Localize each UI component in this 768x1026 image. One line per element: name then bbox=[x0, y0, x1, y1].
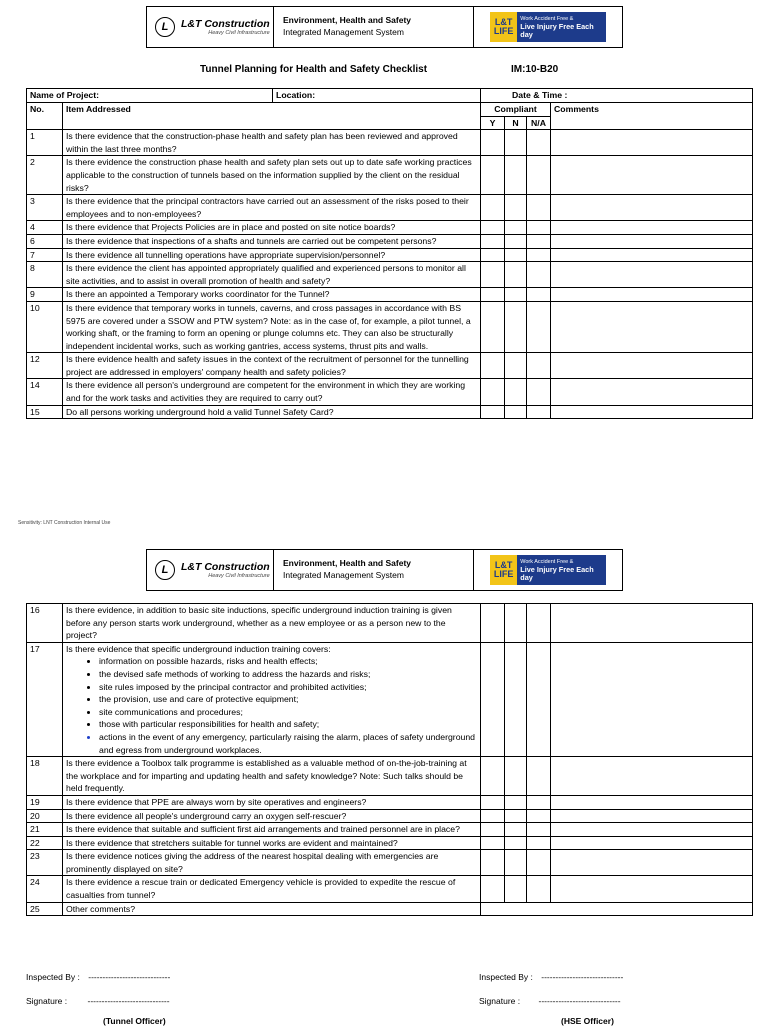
inspected-by-right bbox=[479, 972, 623, 982]
item-text: Is there evidence that stretchers suitable for tunnel works are evident and maintained? bbox=[63, 836, 481, 850]
system-line-1-2: Environment, Health and Safety bbox=[283, 558, 411, 568]
compliant-y-cell[interactable] bbox=[481, 823, 505, 837]
item-number: 22 bbox=[27, 836, 63, 850]
compliant-y-cell[interactable] bbox=[481, 757, 505, 796]
item-text: Do all persons working underground hold a valid Tunnel Safety Card? bbox=[63, 405, 481, 419]
table-row bbox=[27, 604, 753, 643]
item-text: Is there evidence that Projects Policies are in place and posted on site notice boards? bbox=[63, 221, 481, 235]
compliant-y-cell[interactable] bbox=[481, 836, 505, 850]
compliant-y-cell[interactable] bbox=[481, 604, 505, 643]
item-text: Is there evidence health and safety issues in the context of the recruitment of personnel for the tunnelling project are addressed in employers' company health and safety policies? bbox=[63, 353, 481, 379]
item-number: 10 bbox=[27, 301, 63, 352]
comments-cell[interactable] bbox=[551, 234, 753, 248]
compliant-y-cell[interactable] bbox=[481, 221, 505, 235]
comments-cell[interactable] bbox=[551, 642, 753, 756]
signature-left bbox=[26, 996, 170, 1006]
inspected-by-line[interactable]: ----------------------------- bbox=[88, 972, 171, 982]
location-field[interactable]: Location: bbox=[273, 89, 481, 103]
life-banner bbox=[474, 7, 622, 47]
compliant-na-cell[interactable] bbox=[527, 823, 551, 837]
item-text: Is there evidence the client has appointed appropriately qualified and experienced persons to monitor all site activities, and to assist in overall promotion of health and safety? bbox=[63, 262, 481, 288]
compliant-y-cell[interactable] bbox=[481, 809, 505, 823]
table-row bbox=[27, 795, 753, 809]
signature-right bbox=[479, 996, 621, 1006]
other-comments-cell[interactable] bbox=[481, 902, 753, 916]
compliant-na-cell[interactable] bbox=[527, 156, 551, 195]
compliant-na-cell[interactable] bbox=[527, 221, 551, 235]
table-row bbox=[27, 195, 753, 221]
item-text: Is there evidence all tunnelling operations have appropriate supervision/personnel? bbox=[63, 248, 481, 262]
compliant-n-cell[interactable] bbox=[505, 353, 527, 379]
compliant-na-cell[interactable] bbox=[527, 353, 551, 379]
compliant-y-cell[interactable] bbox=[481, 353, 505, 379]
date-time-field[interactable]: Date & Time : bbox=[481, 89, 753, 103]
item-text-intro: Is there evidence that specific underground induction training covers: bbox=[66, 643, 331, 654]
comments-cell[interactable] bbox=[551, 301, 753, 352]
item-text: Is there evidence that the construction-phase health and safety plan has been reviewed and approved within the last three months? bbox=[63, 130, 481, 156]
item-text: Is there evidence that temporary works in tunnels, caverns, and cross passages in accordance with BS 5975 are covered under a SSOW and PTW system? Note: as in the case of, for example, a pilot tunnel, a working shaft, or the framing to form an opening or plunge columns etc. They can also be structurally independent incidental works, such as working gantries, access systems, thrust pits and walls. bbox=[63, 301, 481, 352]
compliant-n-cell[interactable] bbox=[505, 248, 527, 262]
list-item: • site rules imposed by the principal contractor and prohibited activities; bbox=[99, 681, 477, 694]
compliant-n-cell[interactable] bbox=[505, 288, 527, 302]
item-number: 21 bbox=[27, 823, 63, 837]
col-na-header: N/A bbox=[527, 116, 551, 130]
item-number: 3 bbox=[27, 195, 63, 221]
col-item-header: Item Addressed bbox=[63, 103, 481, 130]
item-text: Is there evidence a Toolbox talk programme is established as a valuable method of on-the-job-training at the workplace and for imparting and updating health and safety knowledge? Note: Such talks should be held frequently. bbox=[63, 757, 481, 796]
company-name: L&T Construction bbox=[181, 18, 270, 30]
table-row bbox=[27, 130, 753, 156]
table-row bbox=[27, 823, 753, 837]
item-number: 23 bbox=[27, 850, 63, 876]
item-text: Is there evidence the construction phase health and safety plan sets out up to date safe working practices applicable to the construction of tunnels based on the information supplied by the client on the residual risks? bbox=[63, 156, 481, 195]
compliant-na-cell[interactable] bbox=[527, 795, 551, 809]
table-row bbox=[27, 221, 753, 235]
item-text: Is there evidence, in addition to basic site inductions, specific underground induction training is given before any person starts work underground, whether as a new employee or as a person new to the project? bbox=[63, 604, 481, 643]
item-text: Is there evidence all people's underground carry an oxygen self-rescuer? bbox=[63, 809, 481, 823]
name-of-project-field[interactable]: Name of Project: bbox=[27, 89, 273, 103]
compliant-y-cell[interactable] bbox=[481, 262, 505, 288]
compliant-na-cell[interactable] bbox=[527, 262, 551, 288]
compliant-n-cell[interactable] bbox=[505, 604, 527, 643]
comments-cell[interactable] bbox=[551, 823, 753, 837]
compliant-na-cell[interactable] bbox=[527, 130, 551, 156]
compliant-na-cell[interactable] bbox=[527, 876, 551, 902]
col-comments-header: Comments bbox=[551, 103, 753, 130]
item-text: Is there an appointed a Temporary works coordinator for the Tunnel? bbox=[63, 288, 481, 302]
compliant-na-cell[interactable] bbox=[527, 405, 551, 419]
compliant-na-cell[interactable] bbox=[527, 195, 551, 221]
table-row bbox=[27, 876, 753, 902]
list-item: • site communications and procedures; bbox=[99, 706, 477, 719]
compliant-n-cell[interactable] bbox=[505, 850, 527, 876]
document-header-2 bbox=[146, 549, 623, 591]
life-banner-2 bbox=[474, 550, 622, 590]
checklist-body-1 bbox=[27, 130, 753, 419]
compliant-y-cell[interactable] bbox=[481, 876, 505, 902]
col-no-header: No. bbox=[27, 103, 63, 130]
compliant-y-cell[interactable] bbox=[481, 195, 505, 221]
comments-cell[interactable] bbox=[551, 604, 753, 643]
sensitivity-label: Sensitivity: LNT Construction Internal Use bbox=[18, 520, 111, 526]
hse-officer-role: (HSE Officer) bbox=[561, 1016, 614, 1026]
compliant-y-cell[interactable] bbox=[481, 642, 505, 756]
comments-cell[interactable] bbox=[551, 353, 753, 379]
compliant-na-cell[interactable] bbox=[527, 301, 551, 352]
table-row bbox=[27, 405, 753, 419]
item-number: 7 bbox=[27, 248, 63, 262]
comments-cell[interactable] bbox=[551, 836, 753, 850]
item-number: 1 bbox=[27, 130, 63, 156]
compliant-n-cell[interactable] bbox=[505, 262, 527, 288]
table-row bbox=[27, 248, 753, 262]
compliant-na-cell[interactable] bbox=[527, 248, 551, 262]
compliant-n-cell[interactable] bbox=[505, 221, 527, 235]
page-title: Tunnel Planning for Health and Safety Checklist bbox=[200, 64, 428, 75]
life-logo-icon: L&T LIFE Work Accident Free & Live Injury Free Each day bbox=[490, 555, 606, 585]
compliant-n-cell[interactable] bbox=[505, 405, 527, 419]
compliant-na-cell[interactable] bbox=[527, 809, 551, 823]
system-name-2 bbox=[274, 550, 474, 590]
checklist-table-2 bbox=[26, 603, 753, 916]
item-text: Other comments? bbox=[63, 902, 481, 916]
item-number: 2 bbox=[27, 156, 63, 195]
item-text: Is there evidence all person's underground are competent for the environment in which they are working and for the work tasks and activities they are required to carry out? bbox=[63, 379, 481, 405]
table-row bbox=[27, 234, 753, 248]
compliant-na-cell[interactable] bbox=[527, 288, 551, 302]
table-row bbox=[27, 156, 753, 195]
inspected-by-label: Inspected By : bbox=[26, 972, 80, 982]
comments-cell[interactable] bbox=[551, 156, 753, 195]
comments-cell[interactable] bbox=[551, 757, 753, 796]
item-number: 17 bbox=[27, 642, 63, 756]
signature-line[interactable]: ----------------------------- bbox=[87, 996, 170, 1006]
inspected-by-line[interactable]: ----------------------------- bbox=[541, 972, 624, 982]
col-n-header: N bbox=[505, 116, 527, 130]
comments-cell[interactable] bbox=[551, 130, 753, 156]
system-name bbox=[274, 7, 474, 47]
system-line-2: Integrated Management System bbox=[283, 27, 404, 37]
company-name-2: L&T Construction bbox=[181, 561, 270, 573]
table-row bbox=[27, 301, 753, 352]
item-number: 25 bbox=[27, 902, 63, 916]
item-number: 24 bbox=[27, 876, 63, 902]
table-row bbox=[27, 288, 753, 302]
comments-cell[interactable] bbox=[551, 195, 753, 221]
compliant-n-cell[interactable] bbox=[505, 379, 527, 405]
life-logo-icon: L&T LIFE Work Accident Free & Live Injury Free Each day bbox=[490, 12, 606, 42]
compliant-n-cell[interactable] bbox=[505, 234, 527, 248]
signature-label: Signature : bbox=[26, 996, 68, 1006]
table-row bbox=[27, 262, 753, 288]
system-line-1: Environment, Health and Safety bbox=[283, 15, 411, 25]
table-row bbox=[27, 836, 753, 850]
system-line-2-2: Integrated Management System bbox=[283, 570, 404, 580]
compliant-y-cell[interactable] bbox=[481, 288, 505, 302]
item-text: Is there evidence that the principal contractors have carried out an assessment of the risks posed to their employees and to non-employees? bbox=[63, 195, 481, 221]
col-compliant-header: Compliant bbox=[481, 103, 551, 117]
item-number: 15 bbox=[27, 405, 63, 419]
compliant-n-cell[interactable] bbox=[505, 130, 527, 156]
compliant-n-cell[interactable] bbox=[505, 195, 527, 221]
comments-cell[interactable] bbox=[551, 248, 753, 262]
item-text: Is there evidence a rescue train or dedicated Emergency vehicle is provided to expedite the rescue of casualties from tunnel? bbox=[63, 876, 481, 902]
item-number: 12 bbox=[27, 353, 63, 379]
comments-cell[interactable] bbox=[551, 379, 753, 405]
document-header bbox=[146, 6, 623, 48]
company-division: Heavy Civil Infrastructure bbox=[208, 30, 270, 36]
compliant-na-cell[interactable] bbox=[527, 757, 551, 796]
col-y-header: Y bbox=[481, 116, 505, 130]
item-number: 8 bbox=[27, 262, 63, 288]
signature-label: Signature : bbox=[479, 996, 521, 1006]
compliant-y-cell[interactable] bbox=[481, 405, 505, 419]
compliant-y-cell[interactable] bbox=[481, 795, 505, 809]
item-text bbox=[63, 642, 481, 756]
item-number: 19 bbox=[27, 795, 63, 809]
item-text: Is there evidence notices giving the address of the nearest hospital dealing with emergencies are prominently displayed on site? bbox=[63, 850, 481, 876]
company-logo-2 bbox=[147, 550, 274, 590]
comments-cell[interactable] bbox=[551, 288, 753, 302]
table-row bbox=[27, 379, 753, 405]
table-row bbox=[27, 809, 753, 823]
compliant-na-cell[interactable] bbox=[527, 379, 551, 405]
list-item: • those with particular responsibilities for health and safety; bbox=[99, 718, 477, 731]
compliant-y-cell[interactable] bbox=[481, 379, 505, 405]
compliant-n-cell[interactable] bbox=[505, 156, 527, 195]
compliant-n-cell[interactable] bbox=[505, 823, 527, 837]
list-item: • actions in the event of any emergency, particularly raising the alarm, places of safety underground and egress from underground workplaces. bbox=[99, 731, 477, 756]
compliant-y-cell[interactable] bbox=[481, 130, 505, 156]
compliant-n-cell[interactable] bbox=[505, 809, 527, 823]
comments-cell[interactable] bbox=[551, 795, 753, 809]
comments-cell[interactable] bbox=[551, 405, 753, 419]
table-row bbox=[27, 850, 753, 876]
compliant-n-cell[interactable] bbox=[505, 876, 527, 902]
compliant-na-cell[interactable] bbox=[527, 850, 551, 876]
compliant-na-cell[interactable] bbox=[527, 642, 551, 756]
table-row bbox=[27, 353, 753, 379]
company-division-2: Heavy Civil Infrastructure bbox=[208, 573, 270, 579]
table-row bbox=[27, 642, 753, 756]
table-row bbox=[27, 902, 753, 916]
comments-cell[interactable] bbox=[551, 876, 753, 902]
tunnel-officer-role: (Tunnel Officer) bbox=[103, 1016, 166, 1026]
compliant-y-cell[interactable] bbox=[481, 248, 505, 262]
compliant-n-cell[interactable] bbox=[505, 795, 527, 809]
item-number: 6 bbox=[27, 234, 63, 248]
comments-cell[interactable] bbox=[551, 809, 753, 823]
compliant-n-cell[interactable] bbox=[505, 642, 527, 756]
compliant-na-cell[interactable] bbox=[527, 836, 551, 850]
item-number: 18 bbox=[27, 757, 63, 796]
compliant-n-cell[interactable] bbox=[505, 836, 527, 850]
lt-logo-icon: L bbox=[155, 560, 175, 580]
compliant-y-cell[interactable] bbox=[481, 234, 505, 248]
comments-cell[interactable] bbox=[551, 262, 753, 288]
checklist-table-1 bbox=[26, 88, 753, 419]
item-text: Is there evidence that inspections of a shafts and tunnels are carried out be competent persons? bbox=[63, 234, 481, 248]
item-text: Is there evidence that PPE are always worn by site operatives and engineers? bbox=[63, 795, 481, 809]
compliant-n-cell[interactable] bbox=[505, 301, 527, 352]
item-number: 14 bbox=[27, 379, 63, 405]
inspected-by-left bbox=[26, 972, 170, 982]
compliant-na-cell[interactable] bbox=[527, 604, 551, 643]
item-number: 4 bbox=[27, 221, 63, 235]
compliant-na-cell[interactable] bbox=[527, 234, 551, 248]
inspected-by-label: Inspected By : bbox=[479, 972, 533, 982]
compliant-y-cell[interactable] bbox=[481, 156, 505, 195]
comments-cell[interactable] bbox=[551, 850, 753, 876]
list-item: • information on possible hazards, risks and health effects; bbox=[99, 655, 477, 668]
item-number: 20 bbox=[27, 809, 63, 823]
item-text: Is there evidence that suitable and sufficient first aid arrangements and trained personnel are in place? bbox=[63, 823, 481, 837]
compliant-y-cell[interactable] bbox=[481, 850, 505, 876]
company-logo bbox=[147, 7, 274, 47]
compliant-y-cell[interactable] bbox=[481, 301, 505, 352]
list-item: • the devised safe methods of working to address the hazards and risks; bbox=[99, 668, 477, 681]
table-row bbox=[27, 757, 753, 796]
induction-topics-list bbox=[66, 655, 477, 756]
list-item: • the provision, use and care of protective equipment; bbox=[99, 693, 477, 706]
document-code: IM:10-B20 bbox=[511, 64, 559, 75]
signature-line[interactable]: ----------------------------- bbox=[538, 996, 621, 1006]
item-number: 9 bbox=[27, 288, 63, 302]
item-number: 16 bbox=[27, 604, 63, 643]
comments-cell[interactable] bbox=[551, 221, 753, 235]
lt-logo-icon: L bbox=[155, 17, 175, 37]
compliant-n-cell[interactable] bbox=[505, 757, 527, 796]
